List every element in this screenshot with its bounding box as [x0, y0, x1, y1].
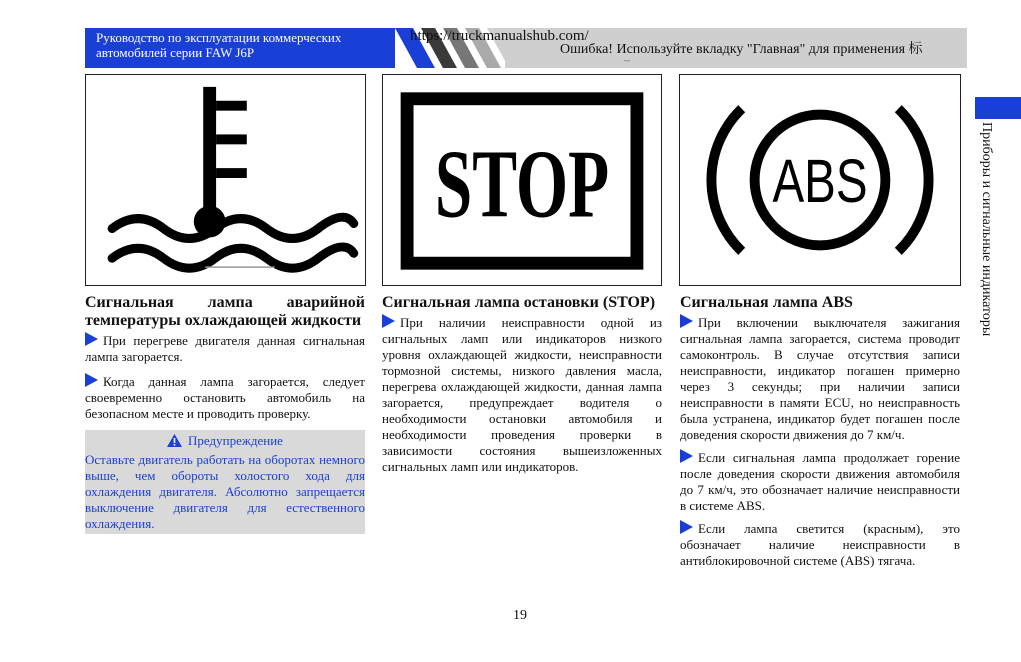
- abs-paragraph-2: Если сигнальная лампа продолжает горение после доведения скорости движения автомобиля до 7 км/ч, это обозначает наличие неисправности в системе ABS.: [680, 450, 960, 513]
- section-label: Приборы и сигнальные индикаторы: [979, 122, 994, 337]
- header-error-tail: --: [624, 55, 630, 65]
- manual-title: Руководство по эксплуатации коммерческих автомобилей серии FAW J6P: [96, 30, 342, 60]
- abs-heading: Сигнальная лампа ABS: [680, 294, 853, 311]
- abs-icon: [680, 75, 960, 285]
- bullet-triangle-icon: [382, 314, 395, 328]
- abs-panel: [679, 74, 961, 286]
- abs-icon-text: ABS: [772, 146, 868, 216]
- warning-title: Предупреждение: [188, 433, 283, 448]
- warning-box: [85, 430, 365, 534]
- warning-icon: [167, 434, 182, 452]
- page-number: 19: [513, 608, 527, 623]
- bullet-triangle-icon: [85, 373, 98, 387]
- bullet-triangle-icon: [85, 332, 98, 346]
- coolant-heading: Сигнальная лампа аварийной температуры охлаждающей жидкости: [85, 294, 365, 329]
- abs-paragraph-1: При включении выключателя зажигания сигнальная лампа загорается, система проводит самоконтроль. В случае отсутствия записи неисправности, индикатор погашен примерно через 3 секунды; при наличии записи неисправности в памяти ECU, но неисправность была устранена, индикатор будет погашен после доведения скорости движения до 7 км/ч.: [680, 315, 960, 442]
- bullet-triangle-icon: [680, 520, 693, 534]
- abs-section: [680, 294, 960, 575]
- header-error-text: Ошибка! Используйте вкладку "Главная" для применения 标: [560, 42, 923, 57]
- stop-paragraph-1: При наличии неисправности одной из сигнальных ламп или индикаторов низкого уровня охлаждающей жидкости, неисправности тормозной системы, низкого давления масла, перегрева охлаждающей жидкости, данная лампа загорается, предупреждает водителя о необходимости остановки автомобиля и необходимости проведения проверки в зависимости состояния вышеизложенных сигнальных ламп или индикаторов.: [382, 315, 662, 474]
- section-tab: [975, 97, 1021, 119]
- bullet-triangle-icon: [680, 449, 693, 463]
- stop-section: [382, 294, 662, 483]
- header-url[interactable]: https://truckmanualshub.com/: [410, 28, 589, 44]
- warning-text: Оставьте двигатель работать на оборотах немного выше, чем обороты холостого хода для охлаждения двигателя. Абсолютно запрещается выключение двигателя для естественного охлаждения.: [85, 452, 365, 531]
- coolant-paragraph-2: Когда данная лампа загорается, следует своевременно остановить автомобиль на безопасном месте и проводить проверку.: [85, 374, 365, 421]
- stop-panel: [382, 74, 662, 286]
- coolant-section: [85, 294, 365, 534]
- stop-icon-text: STOP: [434, 129, 610, 238]
- coolant-panel: [85, 74, 366, 286]
- coolant-temperature-icon: [86, 75, 365, 285]
- coolant-paragraph-1: При перегреве двигателя данная сигнальная лампа загорается.: [85, 333, 365, 364]
- abs-paragraph-3: Если лампа светится (красным), это обозначает наличие неисправности в антиблокировочной системе (ABS) тягача.: [680, 521, 960, 568]
- stop-heading: Сигнальная лампа остановки (STOP): [382, 294, 656, 311]
- stop-icon: [383, 75, 661, 285]
- bullet-triangle-icon: [680, 314, 693, 328]
